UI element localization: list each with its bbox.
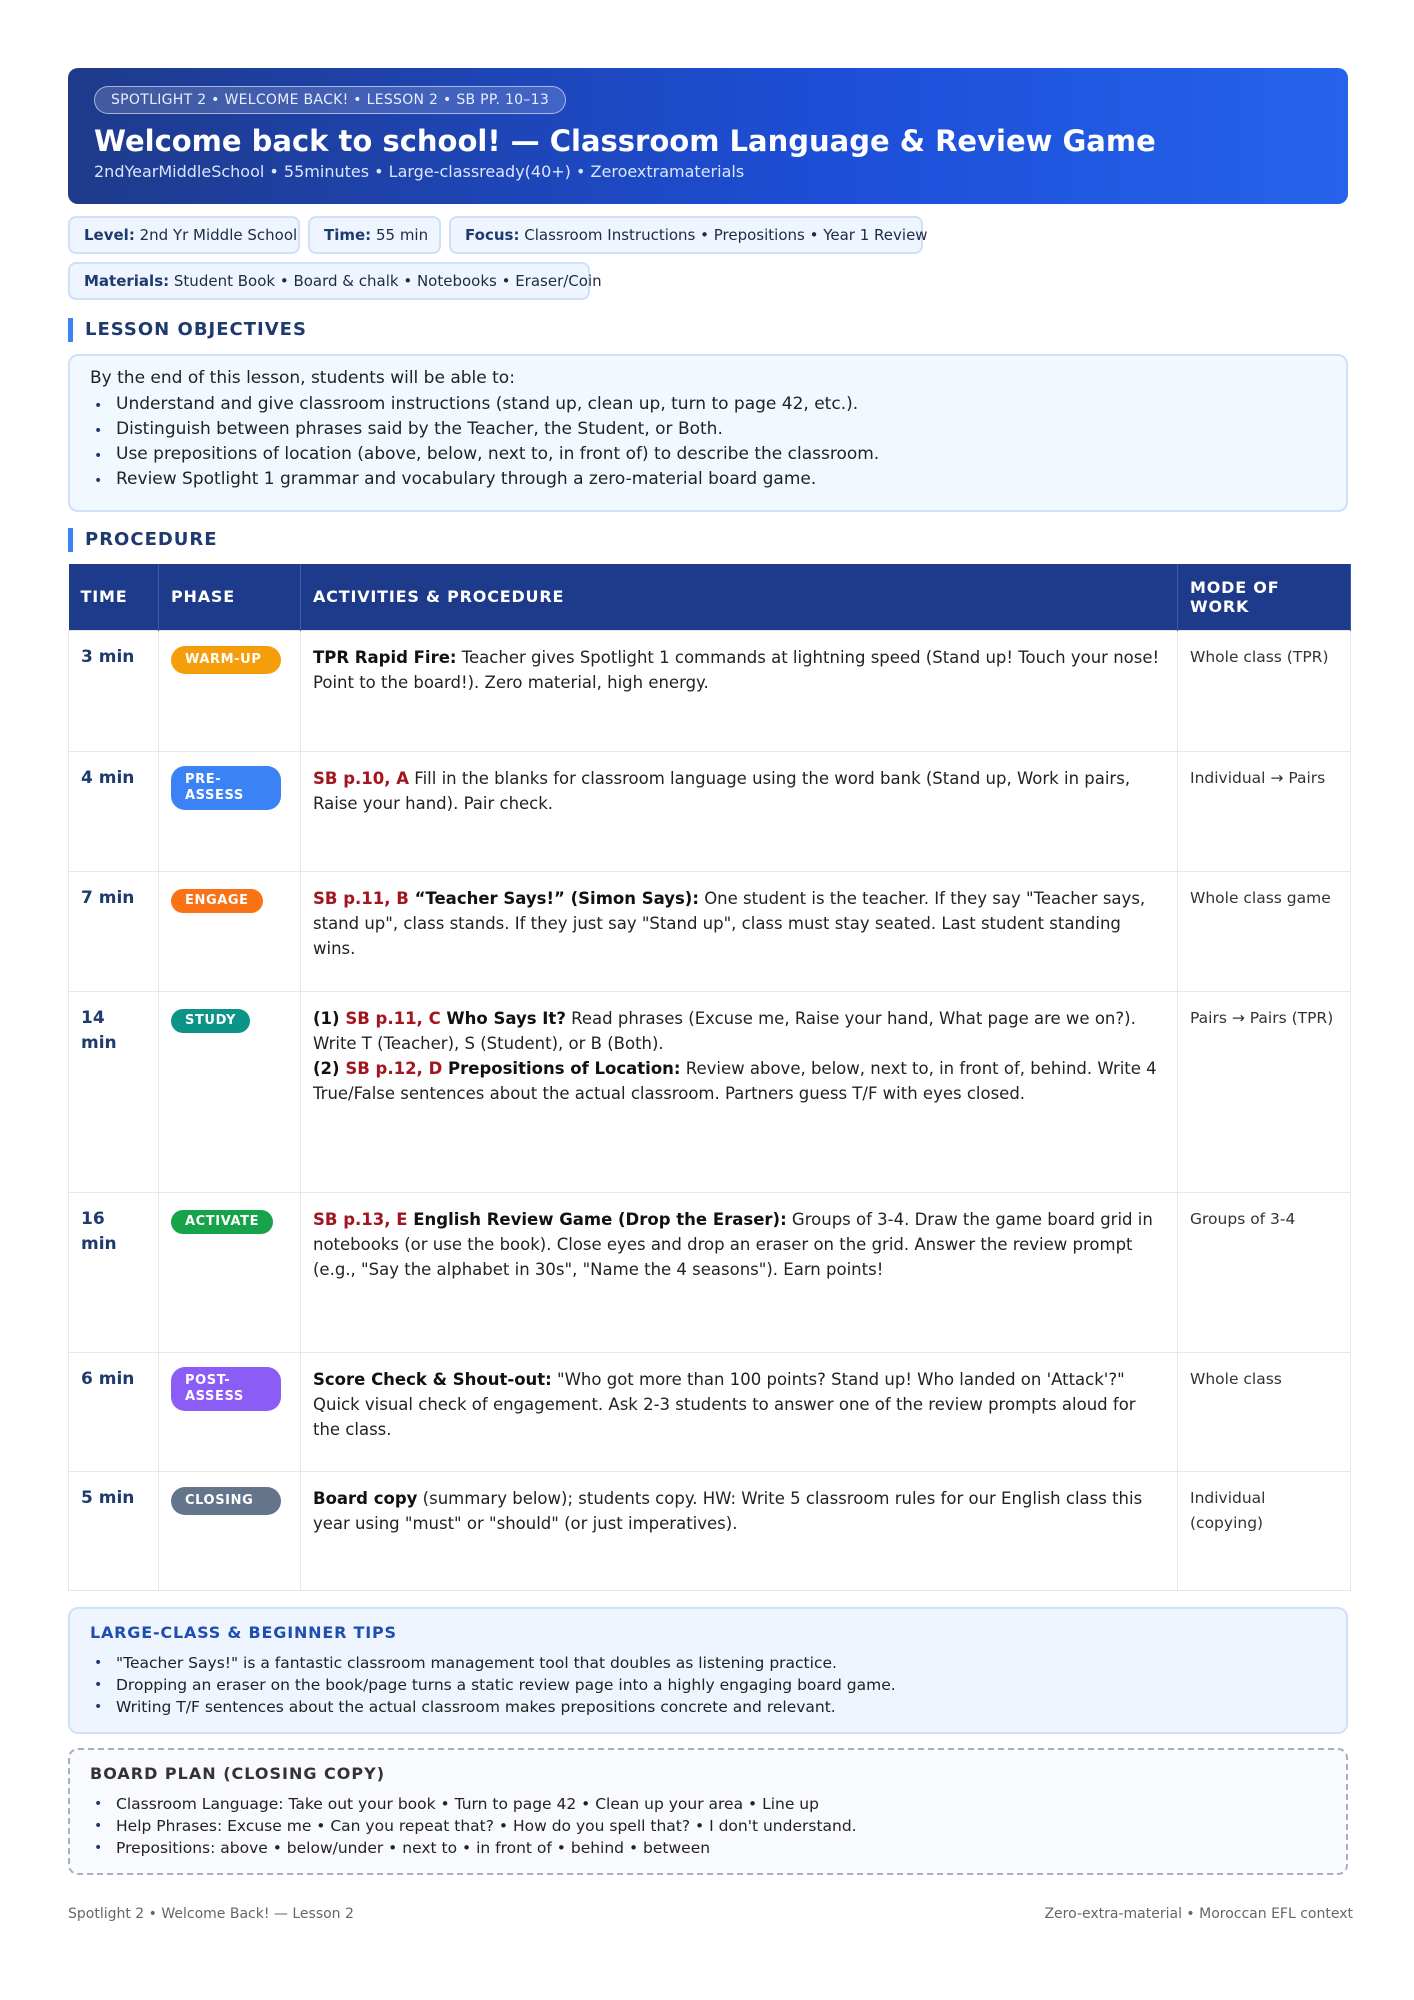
phase-label: ASSESS (185, 787, 244, 803)
objective-item: • Use prepositions of location (above, below, next to, in front of) to describe the classroom. (90, 444, 1326, 464)
step-number: (1) (313, 1008, 346, 1028)
row-time: 4 min (69, 751, 159, 871)
objective-item: • Review Spotlight 1 grammar and vocabulary through a zero-material board game. (90, 469, 1326, 489)
info-chips (68, 216, 1348, 300)
row-time: 3 min (69, 630, 159, 751)
sb-ref: SB p.13, E (313, 1209, 408, 1229)
row-phase (159, 991, 301, 1192)
tips-box (68, 1607, 1348, 1734)
row-time: 16 min (69, 1192, 159, 1352)
activity-title: Board copy (313, 1488, 418, 1508)
phase-label: ASSESS (185, 1388, 244, 1404)
row-mode: Pairs → Pairs (TPR) (1178, 991, 1351, 1192)
objectives-heading: LESSON OBJECTIVES (68, 318, 1348, 342)
row-activity (301, 991, 1178, 1192)
row-phase (159, 871, 301, 991)
row-mode: Whole class game (1178, 871, 1351, 991)
board-item: • Prepositions: above • below/under • next to • in front of • behind • between (90, 1837, 1326, 1859)
row-phase (159, 1471, 301, 1590)
lesson-plan-page (68, 68, 1348, 1875)
level-value: 2nd Yr Middle School (139, 226, 298, 244)
phase-badge (171, 889, 263, 913)
focus-chip (449, 216, 928, 254)
phase-label: PRE- (185, 771, 222, 787)
header-banner (68, 68, 1348, 204)
focus-label: Focus: (465, 226, 520, 244)
phase-badge (171, 766, 281, 810)
phase-label: ACTIVATE (185, 1213, 260, 1229)
row-activity (301, 1352, 1178, 1471)
phase-label: STUDY (185, 1012, 237, 1028)
row-activity (301, 1192, 1178, 1352)
materials-chip (68, 262, 602, 300)
tip-item: • "Teacher Says!" is a fantastic classroom management tool that doubles as listening practice. (90, 1652, 1326, 1674)
board-plan-list (90, 1793, 1326, 1859)
activity-text: (summary below); students copy. HW: Write 5 classroom rules for our English class this year using "must" or "should" (or just imperatives). (313, 1488, 1143, 1533)
col-header-time: TIME (69, 564, 159, 630)
activity-title: English Review Game (Drop the Eraser): (407, 1209, 787, 1229)
objective-item: • Understand and give classroom instructions (stand up, clean up, turn to page 42, etc.). (90, 394, 1326, 414)
table-row (69, 751, 1351, 871)
row-mode: Whole class (1178, 1352, 1351, 1471)
step-number: (2) (313, 1058, 346, 1078)
phase-label: WARM-UP (185, 651, 262, 667)
level-chip (68, 216, 300, 254)
activity-title: Prepositions of Location: (442, 1058, 681, 1078)
table-row (69, 1352, 1351, 1471)
tips-heading: LARGE-CLASS & BEGINNER TIPS (90, 1622, 397, 1642)
activity-text: "Who got more than 100 points? Stand up! Who landed on 'Attack'?" Quick visual check of engagement. Ask 2-3 students to answer one of the review prompts aloud for the class. (313, 1369, 1136, 1439)
row-time: 5 min (69, 1471, 159, 1590)
board-item: • Classroom Language: Take out your book • Turn to page 42 • Clean up your area • Line up (90, 1793, 1326, 1815)
focus-value: Classroom Instructions • Prepositions • Year 1 Review (524, 226, 928, 244)
table-row (69, 1471, 1351, 1590)
page-subtitle: 2ndYearMiddleSchool • 55minutes • Large-classready(40+) • Zeroextramaterials (94, 162, 745, 181)
procedure-table (68, 564, 1351, 1591)
row-activity (301, 1471, 1178, 1590)
objectives-list (90, 394, 1326, 489)
tip-item: • Writing T/F sentences about the actual classroom makes prepositions concrete and relevant. (90, 1696, 1326, 1718)
sb-ref: SB p.12, D (345, 1058, 443, 1078)
table-row (69, 630, 1351, 751)
sb-ref: SB p.10, A (313, 768, 410, 788)
table-header-row (69, 564, 1351, 630)
phase-label: POST- (185, 1372, 231, 1388)
row-mode: Groups of 3-4 (1178, 1192, 1351, 1352)
col-header-phase: PHASE (159, 564, 301, 630)
phase-badge (171, 1009, 250, 1033)
tip-item: • Dropping an eraser on the book/page turns a static review page into a highly engaging board game. (90, 1674, 1326, 1696)
row-time: 14 min (69, 991, 159, 1192)
row-activity (301, 630, 1178, 751)
table-row (69, 871, 1351, 991)
activity-title: “Teacher Says!” (Simon Says): (408, 888, 699, 908)
time-value: 55 min (375, 226, 429, 244)
row-time: 7 min (69, 871, 159, 991)
materials-value: Student Book • Board & chalk • Notebooks • Eraser/Coin (173, 272, 602, 290)
row-mode: Individual (copying) (1178, 1471, 1351, 1590)
activity-text: Groups of 3-4. Draw the game board grid in notebooks (or use the book). Close eyes and drop an eraser on the grid. Answer the review prompt (e.g., "Say the alphabet in 30s", "Name the 4 seasons"). Earn points! (313, 1209, 1153, 1279)
row-phase (159, 751, 301, 871)
col-header-activities: ACTIVITIES & PROCEDURE (301, 564, 1178, 630)
procedure-heading: PROCEDURE (68, 528, 1348, 552)
sb-ref: SB p.11, C (345, 1008, 441, 1028)
activity-text: Read phrases (Excuse me, Raise your hand, What page are we on?). Write T (Teacher), S (Student), or B (Both). (313, 1008, 1136, 1053)
phase-badge (171, 1487, 281, 1515)
phase-label: CLOSING (185, 1492, 254, 1508)
table-row (69, 991, 1351, 1192)
activity-title: Score Check & Shout-out: (313, 1369, 552, 1389)
table-row (69, 1192, 1351, 1352)
row-mode: Whole class (TPR) (1178, 630, 1351, 751)
objective-item: • Distinguish between phrases said by the Teacher, the Student, or Both. (90, 419, 1326, 439)
board-item: • Help Phrases: Excuse me • Can you repeat that? • How do you spell that? • I don't understand. (90, 1815, 1326, 1837)
activity-text: Review above, below, next to, in front of, behind. Write 4 True/False sentences about the actual classroom. Partners guess T/F with eyes closed. (313, 1058, 1157, 1103)
activity-title: TPR Rapid Fire: (313, 647, 457, 667)
activity-text: One student is the teacher. If they say "Teacher says, stand up", class stands. If they just say "Stand up", class must stay seated. Last student standing wins. (313, 888, 1146, 958)
board-plan-box (68, 1748, 1348, 1875)
row-time: 6 min (69, 1352, 159, 1471)
activity-text: Fill in the blanks for classroom language using the word bank (Stand up, Work in pairs, Raise your hand). Pair check. (313, 768, 1131, 813)
level-label: Level: (84, 226, 135, 244)
time-label: Time: (324, 226, 372, 244)
col-header-mode: MODE OF WORK (1178, 564, 1351, 630)
page-title: Welcome back to school! — Classroom Language & Review Game (94, 124, 1156, 158)
phase-badge (171, 646, 281, 674)
footer-left: Spotlight 2 • Welcome Back! — Lesson 2 (68, 1906, 354, 1922)
objectives-box (68, 354, 1348, 512)
breadcrumb: SPOTLIGHT 2 • WELCOME BACK! • LESSON 2 • SB PP. 10–13 (94, 86, 566, 114)
page-footer (68, 1906, 1353, 1922)
row-phase (159, 630, 301, 751)
row-mode: Individual → Pairs (1178, 751, 1351, 871)
sb-ref: SB p.11, B (313, 888, 409, 908)
board-plan-heading: BOARD PLAN (CLOSING COPY) (90, 1763, 386, 1783)
row-activity (301, 871, 1178, 991)
phase-label: ENGAGE (185, 892, 249, 908)
row-phase (159, 1352, 301, 1471)
footer-right: Zero-extra-material • Moroccan EFL context (1044, 1906, 1353, 1922)
row-activity (301, 751, 1178, 871)
row-phase (159, 1192, 301, 1352)
activity-title: Who Says It? (440, 1008, 566, 1028)
phase-badge (171, 1367, 281, 1411)
objectives-intro: By the end of this lesson, students will be able to: (90, 368, 515, 388)
materials-label: Materials: (84, 272, 170, 290)
tips-list (90, 1652, 1326, 1718)
phase-badge (171, 1210, 273, 1234)
activity-text: Teacher gives Spotlight 1 commands at lightning speed (Stand up! Touch your nose! Point to the board!). Zero material, high energy. (313, 647, 1160, 692)
time-chip (308, 216, 441, 254)
